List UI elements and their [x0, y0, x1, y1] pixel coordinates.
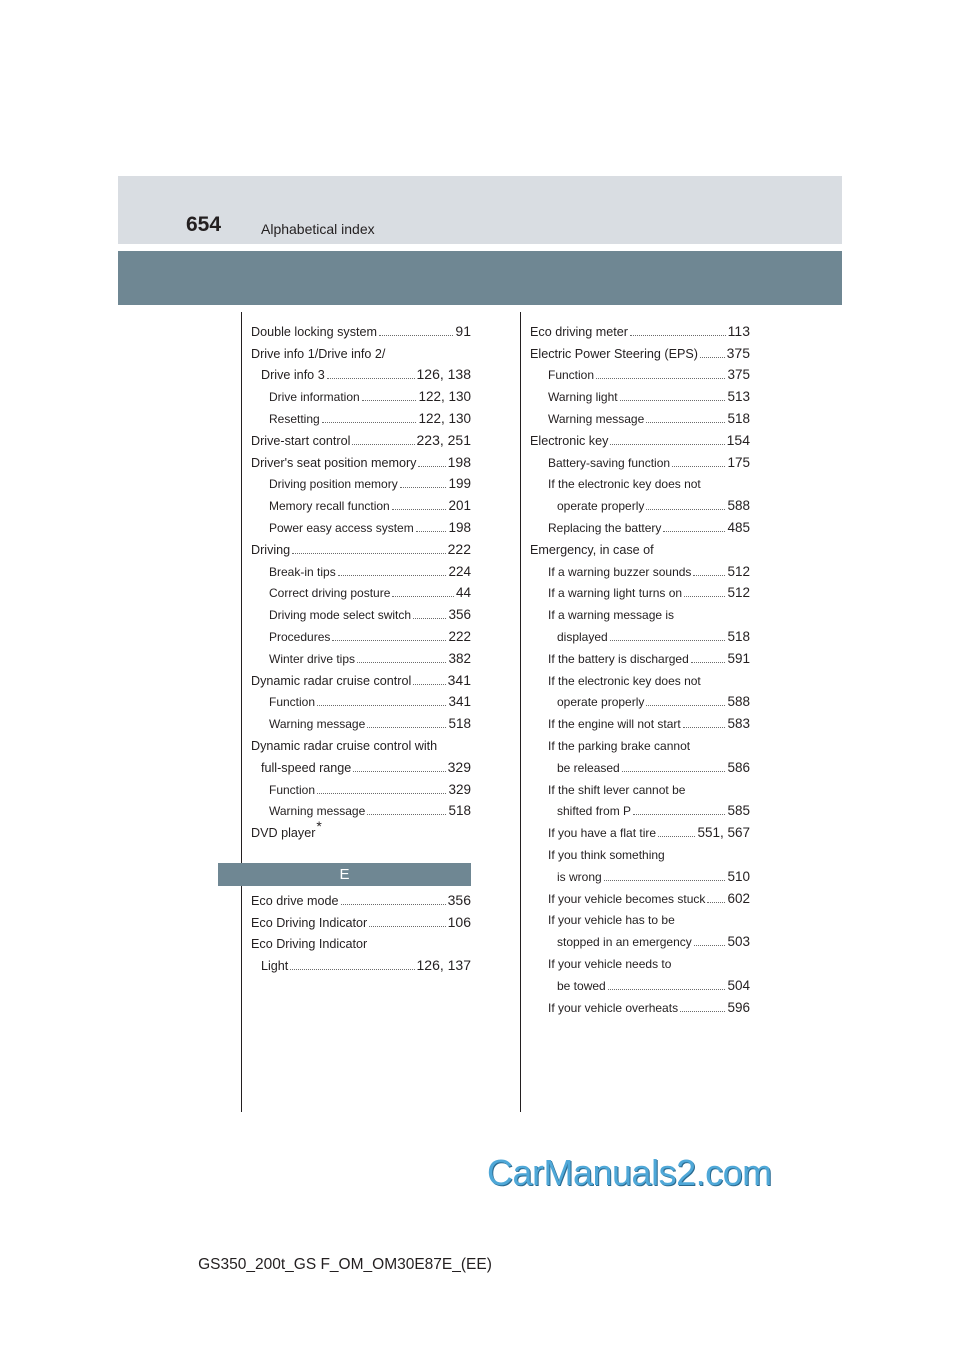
entry-text: Procedures [269, 629, 331, 644]
entry-text: Memory recall function [269, 499, 390, 514]
dot-leader [416, 530, 447, 532]
entry-text: Function [269, 695, 316, 710]
entry-text: If a warning light turns on [548, 586, 683, 601]
dot-leader [327, 377, 415, 379]
entry-text: operate properly [557, 499, 645, 514]
index-entry [251, 339, 471, 361]
entry-text: If the electronic key does not [548, 477, 701, 492]
entry-page-ref: 198 [447, 453, 471, 470]
dot-leader [341, 903, 446, 905]
index-entry [530, 404, 750, 426]
entry-text: Drive info 3 [261, 368, 325, 383]
entry-page-ref: 518 [727, 410, 750, 426]
entry-page-ref: 126, 137 [416, 957, 471, 974]
index-entry [251, 535, 471, 557]
entry-text: If the parking brake cannot [548, 738, 691, 753]
entry-page-ref: 585 [727, 803, 750, 819]
entry-text: Warning message [269, 717, 366, 732]
index-entry [251, 930, 471, 952]
dot-leader [392, 595, 454, 597]
index-entry [251, 317, 471, 339]
entry-page-ref: 510 [727, 868, 750, 884]
index-entry [530, 622, 750, 644]
entry-text: If a warning buzzer sounds [548, 564, 692, 579]
entry-text: Warning message [548, 411, 645, 426]
entry-text: Drive information [269, 390, 360, 405]
entry-text: If you have a flat tire [548, 826, 657, 841]
index-entry [530, 339, 750, 361]
entry-text: Dynamic radar cruise control with [251, 738, 438, 753]
index-entry [251, 644, 471, 666]
index-column-2 [530, 317, 750, 1015]
entry-text: Eco driving meter [530, 324, 628, 339]
header-band [118, 176, 842, 244]
dot-leader [700, 356, 725, 358]
letter-heading-e: E [218, 863, 471, 886]
entry-text: Eco Driving Indicator [251, 915, 368, 930]
index-entry [530, 797, 750, 819]
index-entry [530, 840, 750, 862]
index-entry [530, 906, 750, 928]
entry-page-ref: 512 [727, 563, 750, 579]
entry-page-ref: 154 [726, 431, 750, 448]
entry-text: Electronic key [530, 433, 609, 448]
index-entry [251, 579, 471, 601]
dot-leader [680, 1010, 725, 1012]
entry-page-ref: 596 [727, 999, 750, 1015]
index-entry [251, 361, 471, 383]
index-entry [530, 470, 750, 492]
entry-text: Emergency, in case of [530, 542, 654, 557]
index-entry [530, 513, 750, 535]
entry-text: If a warning message is [548, 608, 675, 623]
entry-page-ref: 512 [727, 585, 750, 601]
entry-text: Correct driving posture [269, 586, 391, 601]
dot-leader [694, 944, 726, 946]
entry-page-ref: 588 [727, 498, 750, 514]
entry-page-ref: 356 [447, 891, 471, 908]
entry-page-ref: 122, 130 [418, 410, 471, 426]
index-entry [530, 491, 750, 513]
entry-text: Eco drive mode [251, 893, 339, 908]
dot-leader [630, 334, 726, 336]
dot-leader [693, 574, 725, 576]
dot-leader [332, 639, 446, 641]
dot-leader [362, 399, 417, 401]
index-entry [530, 753, 750, 775]
entry-page-ref: 485 [727, 519, 750, 535]
entry-text: Driver's seat position memory [251, 455, 417, 470]
index-entry [530, 971, 750, 993]
dot-leader [646, 508, 725, 510]
entry-text: Drive-start control [251, 433, 351, 448]
index-entry [251, 818, 471, 840]
dot-leader [622, 770, 726, 772]
index-entry [530, 927, 750, 949]
dot-leader [646, 421, 725, 423]
index-entry [251, 382, 471, 404]
entry-text: Eco Driving Indicator [251, 937, 368, 952]
entry-text: Function [269, 782, 316, 797]
entry-text: DVD player [251, 826, 316, 841]
entry-text: Winter drive tips [269, 651, 356, 666]
watermark-logo: CarManuals2.com [487, 1152, 772, 1193]
entry-page-ref: 588 [727, 694, 750, 710]
dot-leader [610, 443, 724, 445]
entry-page-ref: 329 [447, 758, 471, 775]
index-entry [530, 361, 750, 383]
dot-leader [367, 726, 446, 728]
index-entry [251, 404, 471, 426]
index-entry [530, 775, 750, 797]
index-entry [251, 426, 471, 448]
entry-page-ref: 126, 138 [416, 366, 471, 383]
entry-text: If your vehicle needs to [548, 956, 672, 971]
index-entry [251, 622, 471, 644]
entry-page-ref: 356 [448, 607, 471, 623]
index-entry [251, 600, 471, 622]
entry-page-ref: 175 [727, 454, 750, 470]
dot-leader [413, 617, 446, 619]
entry-text: If the shift lever cannot be [548, 782, 686, 797]
entry-text: If your vehicle has to be [548, 913, 675, 928]
dot-leader [707, 901, 725, 903]
entry-page-ref: 504 [727, 977, 750, 993]
dot-leader [646, 704, 725, 706]
index-entry [251, 513, 471, 535]
index-entry [530, 644, 750, 666]
entry-text: If the battery is discharged [548, 651, 689, 666]
index-entry [530, 382, 750, 404]
dot-leader [663, 530, 725, 532]
entry-text: If you think something [548, 847, 665, 862]
entry-page-ref: 518 [727, 628, 750, 644]
entry-text: Resetting [269, 411, 320, 426]
entry-page-ref: 113 [727, 322, 750, 339]
index-entry [251, 908, 471, 930]
index-entry [530, 600, 750, 622]
entry-text: be released [557, 760, 620, 775]
entry-page-ref: 375 [726, 344, 750, 361]
section-title: Alphabetical index [261, 221, 375, 237]
dot-leader [369, 925, 445, 927]
asterisk-mark: * [316, 818, 322, 835]
index-entry [530, 666, 750, 688]
index-entry [251, 557, 471, 579]
index-entry [251, 448, 471, 470]
entry-page-ref: 329 [448, 781, 471, 797]
entry-text: Double locking system [251, 324, 377, 339]
entry-text: Battery-saving function [548, 455, 671, 470]
entry-page-ref: 551, 567 [697, 825, 750, 841]
entry-text: be towed [557, 978, 606, 993]
dot-leader [367, 813, 446, 815]
index-entry [251, 797, 471, 819]
entry-text: full-speed range [261, 760, 352, 775]
dot-leader [292, 552, 445, 554]
dot-leader [352, 443, 414, 445]
index-entry [251, 886, 471, 908]
entry-text: Dynamic radar cruise control [251, 673, 412, 688]
entry-text: Light [261, 959, 289, 974]
dot-leader [633, 813, 725, 815]
dot-leader [317, 792, 446, 794]
footer-code [0, 1256, 960, 1274]
index-entry [530, 557, 750, 579]
entry-page-ref: 518 [448, 803, 471, 819]
entry-text: Driving mode select switch [269, 608, 412, 623]
entry-text: operate properly [557, 695, 645, 710]
entry-page-ref: 513 [727, 389, 750, 405]
entry-page-ref: 222 [448, 628, 471, 644]
dot-leader [691, 661, 726, 663]
entry-text: If the engine will not start [548, 717, 681, 732]
index-entry [530, 884, 750, 906]
dot-leader [596, 377, 725, 379]
entry-page-ref: 224 [448, 563, 471, 579]
index-column-1-e-section [251, 886, 471, 973]
index-entry [530, 731, 750, 753]
entry-text: If your vehicle overheats [548, 1000, 679, 1015]
index-entry [530, 535, 750, 557]
entry-page-ref: 503 [727, 934, 750, 950]
dot-leader [317, 704, 446, 706]
index-entry [530, 709, 750, 731]
index-entry [251, 709, 471, 731]
dot-leader [290, 968, 414, 970]
page-number: 654 [186, 213, 222, 236]
entry-page-ref: 223, 251 [416, 431, 471, 448]
entry-page-ref: 122, 130 [418, 389, 471, 405]
dot-leader [418, 465, 445, 467]
entry-page-ref: 518 [448, 716, 471, 732]
entry-page-ref: 591 [727, 650, 750, 666]
dot-leader [608, 988, 726, 990]
index-column-1 [251, 317, 471, 840]
entry-page-ref: 341 [448, 694, 471, 710]
index-entry [530, 426, 750, 448]
index-entry [251, 775, 471, 797]
column-divider-left [241, 312, 242, 1112]
entry-text: Function [548, 368, 595, 383]
entry-text: Power easy access system [269, 520, 414, 535]
dot-leader [400, 486, 447, 488]
entry-page-ref: 91 [455, 322, 471, 339]
entry-text: Electric Power Steering (EPS) [530, 346, 698, 361]
entry-page-ref: 602 [727, 890, 750, 906]
index-entry [251, 491, 471, 513]
entry-page-ref: 198 [448, 519, 471, 535]
entry-text: If the electronic key does not [548, 673, 701, 688]
dot-leader [357, 661, 446, 663]
entry-page-ref: 341 [447, 671, 471, 688]
dot-leader [379, 334, 453, 336]
dot-leader [392, 508, 447, 510]
entry-page-ref: 201 [448, 498, 471, 514]
entry-text: displayed [557, 629, 608, 644]
entry-page-ref: 199 [448, 476, 471, 492]
dot-leader [683, 726, 726, 728]
index-entry [530, 317, 750, 339]
entry-text: stopped in an emergency [557, 935, 692, 950]
index-entry [530, 818, 750, 840]
index-entry [530, 688, 750, 710]
entry-page-ref: 586 [727, 759, 750, 775]
entry-text: Driving [251, 542, 291, 557]
dot-leader [604, 879, 726, 881]
entry-text: Drive info 1/Drive info 2/ [251, 346, 386, 361]
entry-text: Driving position memory [269, 477, 398, 492]
index-entry [251, 731, 471, 753]
dot-leader [610, 639, 726, 641]
entry-page-ref: 583 [727, 716, 750, 732]
index-entry [530, 862, 750, 884]
index-entry [530, 579, 750, 601]
index-entry [530, 949, 750, 971]
dot-leader [620, 399, 726, 401]
entry-page-ref: 382 [448, 650, 471, 666]
index-entry [251, 470, 471, 492]
index-entry [251, 688, 471, 710]
entry-text: Replacing the battery [548, 520, 662, 535]
column-divider-right [520, 312, 521, 1112]
dot-leader [672, 465, 725, 467]
index-entry [251, 666, 471, 688]
dot-leader [322, 421, 417, 423]
dot-leader [658, 835, 695, 837]
dot-leader [353, 770, 445, 772]
index-entry [251, 753, 471, 775]
entry-page-ref: 106 [447, 913, 471, 930]
entry-text: Warning message [269, 804, 366, 819]
entry-text: shifted from P [557, 804, 632, 819]
entry-text: Break-in tips [269, 564, 336, 579]
index-entry [530, 993, 750, 1015]
entry-text: is wrong [557, 869, 602, 884]
entry-text: If your vehicle becomes stuck [548, 891, 706, 906]
entry-page-ref: 44 [455, 585, 471, 601]
index-entry [251, 951, 471, 973]
dot-leader [684, 595, 725, 597]
title-bar [118, 251, 842, 305]
dot-leader [413, 683, 445, 685]
entry-page-ref: 222 [447, 540, 471, 557]
dot-leader [338, 574, 447, 576]
footer-text: GS350_200t_GS F_OM_OM30E87E_(EE) [198, 1256, 492, 1273]
entry-page-ref: 375 [727, 367, 750, 383]
entry-text: Warning light [548, 390, 618, 405]
index-entry [530, 448, 750, 470]
